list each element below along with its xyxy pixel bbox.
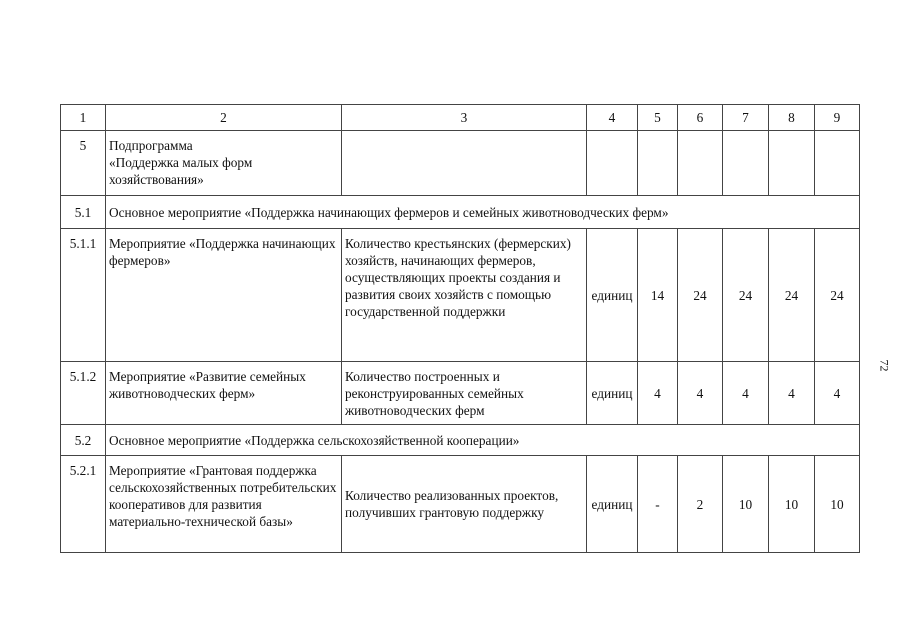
row-indicator: Количество крестьянских (фермерских) хозяйств, начинающих фермеров, осуществляющих проекты создания и развития своих хозяйств с помощью государственной поддержки	[342, 229, 587, 362]
header-cell: 4	[587, 105, 638, 131]
page-number: 72	[877, 359, 892, 372]
row-value: 4	[723, 362, 769, 425]
row-value: 24	[678, 229, 723, 362]
row-value: 2	[678, 456, 723, 553]
table-row	[61, 229, 860, 362]
row-value: 24	[723, 229, 769, 362]
row-value: 10	[769, 456, 815, 553]
row-value: 24	[769, 229, 815, 362]
row-number: 5.1	[61, 196, 106, 229]
row-value: 24	[815, 229, 860, 362]
row-value: 4	[815, 362, 860, 425]
table-row	[61, 362, 860, 425]
row-value: 4	[678, 362, 723, 425]
row-name: Мероприятие «Поддержка начинающих фермеров»	[106, 229, 342, 362]
row-number: 5.1.1	[61, 229, 106, 362]
row-unit: единиц	[587, 229, 638, 362]
header-row	[61, 105, 860, 131]
row-unit: единиц	[587, 362, 638, 425]
header-cell: 7	[723, 105, 769, 131]
table-row	[61, 456, 860, 553]
section-title: Основное мероприятие «Поддержка начинающих фермеров и семейных животноводческих ферм»	[106, 196, 860, 229]
section-title: Основное мероприятие «Поддержка сельскохозяйственной кооперации»	[106, 425, 860, 456]
row-value: 4	[638, 362, 678, 425]
row-value: 4	[769, 362, 815, 425]
row-number: 5	[61, 131, 106, 196]
table-row	[61, 131, 860, 196]
row-name: Подпрограмма «Поддержка малых форм хозяйствования»	[106, 131, 342, 196]
row-number: 5.2	[61, 425, 106, 456]
header-cell: 1	[61, 105, 106, 131]
row-indicator: Количество реализованных проектов, получивших грантовую поддержку	[342, 456, 587, 553]
indicators-table	[60, 104, 860, 553]
row-number: 5.1.2	[61, 362, 106, 425]
header-cell: 8	[769, 105, 815, 131]
section-row	[61, 196, 860, 229]
header-cell: 5	[638, 105, 678, 131]
row-unit: единиц	[587, 456, 638, 553]
header-cell: 2	[106, 105, 342, 131]
row-value: 14	[638, 229, 678, 362]
row-value: 10	[723, 456, 769, 553]
row-name: Мероприятие «Грантовая поддержка сельскохозяйственных потребительских кооперативов для развития материально-технической базы»	[106, 456, 342, 553]
row-name: Мероприятие «Развитие семейных животноводческих ферм»	[106, 362, 342, 425]
row-value: 10	[815, 456, 860, 553]
header-cell: 6	[678, 105, 723, 131]
header-cell: 3	[342, 105, 587, 131]
section-row	[61, 425, 860, 456]
row-number: 5.2.1	[61, 456, 106, 553]
row-value: -	[638, 456, 678, 553]
row-indicator: Количество построенных и реконструированных семейных животноводческих ферм	[342, 362, 587, 425]
header-cell: 9	[815, 105, 860, 131]
